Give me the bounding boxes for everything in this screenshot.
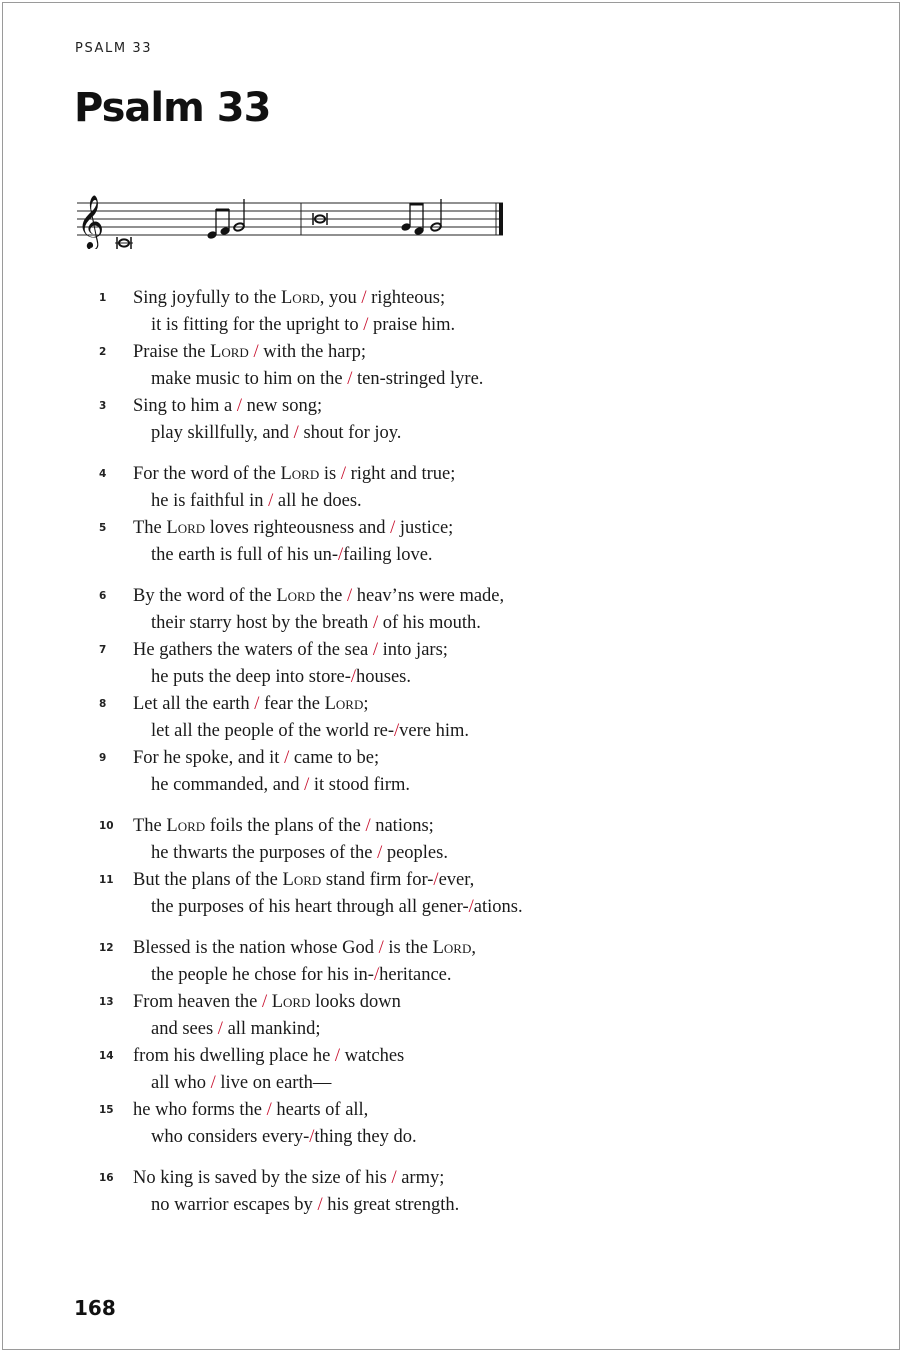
text-segment: justice; [395,518,454,538]
text-segment: Blessed is the nation whose God [133,938,379,958]
divine-name: Lord [166,816,206,836]
breve-note [115,237,133,249]
verse-continuation-line [133,962,859,989]
text-segment: The [133,518,167,538]
verse [99,637,859,691]
text-segment: vere him. [399,721,469,741]
text-segment: heav’ns were made, [352,586,505,606]
verse-continuation-line [133,840,859,867]
text-segment: But the plans of the [133,870,283,890]
verse [99,989,859,1043]
verse-number: 13 [99,996,114,1008]
text-segment: , [471,938,476,958]
text-segment: he thwarts the purposes of the [151,843,378,863]
pointing-mark: / [210,1073,216,1093]
pointing-mark: / [346,586,353,606]
stanza-gap [99,1151,859,1165]
text-segment: he commanded, and [151,775,305,795]
text-segment: ten-stringed lyre. [352,369,484,389]
text-segment: he puts the deep into store- [151,667,351,687]
text-segment: loves righteousness and [205,518,391,538]
text-segment: ations. [473,897,523,917]
verse-continuation-line [133,664,859,691]
psalm-text [99,285,859,1219]
pointing-mark: / [334,1046,341,1066]
text-segment: from his dwelling place he [133,1046,335,1066]
text-segment: let all the people of the world re- [151,721,394,741]
verse-line [133,1165,859,1192]
text-segment: foils the plans of the [205,816,366,836]
pointing-mark: / [217,1019,223,1039]
verse-number: 10 [99,820,114,832]
verse-number: 2 [99,346,107,358]
verse [99,1043,859,1097]
pointing-mark: / [372,613,379,633]
pointing-mark: / [284,748,290,768]
verse-number: 8 [99,698,107,710]
pointing-mark: / [317,1195,323,1215]
pointing-mark: / [363,315,369,335]
verse-number: 9 [99,752,107,764]
text-segment: From heaven the [133,992,262,1012]
verse-line [133,393,859,420]
verse-continuation-line [133,772,859,799]
text-segment: the [315,586,347,606]
pointing-mark: / [261,992,268,1012]
pointing-mark: / [373,965,380,985]
verse [99,867,859,921]
text-segment: fear the [259,694,325,714]
text-segment: make music to him on the [151,369,348,389]
running-head: PSALM 33 [75,41,153,56]
text-segment: houses. [356,667,411,687]
text-segment: he who forms the [133,1100,267,1120]
text-segment: , you [319,288,362,308]
pointing-mark: / [293,423,299,443]
text-segment: came to be; [289,748,380,768]
text-segment: is [319,464,341,484]
verse-number: 6 [99,590,107,602]
text-segment: righteous; [366,288,446,308]
text-segment: stand firm for- [321,870,434,890]
text-segment: looks down [310,992,401,1012]
page-number: 168 [74,1296,116,1320]
pointing-mark: / [361,288,367,308]
verse [99,583,859,637]
verse-continuation-line [133,1192,859,1219]
verse-number: 11 [99,874,114,886]
text-segment: Sing joyfully to the [133,288,281,308]
text-segment: hearts of all, [271,1100,369,1120]
text-segment: no warrior escapes by [151,1195,318,1215]
text-segment: it is fitting for the upright to [151,315,364,335]
verse-line [133,285,859,312]
text-segment: Praise the [133,342,211,362]
text-segment: He gathers the waters of the sea [133,640,373,660]
verse [99,285,859,339]
text-segment: Let all the earth [133,694,255,714]
text-segment: and sees [151,1019,218,1039]
pointing-mark: / [393,721,400,741]
verse-continuation-line [133,312,859,339]
divine-name: Lord [280,464,320,484]
verse [99,515,859,569]
verse [99,1165,859,1219]
divine-name: Lord [166,518,206,538]
text-segment: Sing to him a [133,396,237,416]
text-segment: failing love. [343,545,433,565]
pointing-mark: / [266,1100,272,1120]
text-segment: peoples. [382,843,448,863]
pointing-mark: / [433,870,439,890]
verse [99,813,859,867]
treble-clef-icon: 𝄞 [77,194,105,248]
text-segment: For the word of the [133,464,281,484]
pointing-mark: / [254,694,260,714]
verse-line [133,1097,859,1124]
text-segment: For he spoke, and it [133,748,285,768]
verse-line [133,745,859,772]
verse-line [133,935,859,962]
text-segment: live on earth— [215,1073,332,1093]
text-segment: all who [151,1073,211,1093]
verse-continuation-line [133,366,859,393]
pointing-mark: / [390,518,396,538]
text-segment: it stood firm. [309,775,410,795]
divine-name: Lord [282,870,322,890]
text-segment: play skillfully, and [151,423,294,443]
text-segment: new song; [241,396,323,416]
pointing-mark: / [372,640,379,660]
verse [99,461,859,515]
verse-continuation-line [133,488,859,515]
stanza-gap [99,799,859,813]
verse-line [133,867,859,894]
text-segment: nations; [370,816,434,836]
verse-line [133,515,859,542]
verse-number: 3 [99,400,107,412]
verse-number: 16 [99,1172,114,1184]
divine-name: Lord [324,694,364,714]
pointing-mark: / [268,491,274,511]
pointing-mark: / [350,667,356,687]
text-segment: his great strength. [322,1195,460,1215]
pointing-mark: / [236,396,242,416]
text-segment: heritance. [379,965,452,985]
text-segment: The [133,816,167,836]
verse-continuation-line [133,1070,859,1097]
verse [99,745,859,799]
verse [99,691,859,745]
pointing-mark: / [340,464,346,484]
stanza-gap [99,447,859,461]
pointing-mark: / [391,1168,397,1188]
text-segment: army; [396,1168,445,1188]
verse [99,935,859,989]
text-segment: watches [340,1046,405,1066]
pointing-mark: / [468,897,474,917]
verse-line [133,583,859,610]
divine-name: Lord [276,586,316,606]
verse-line [133,989,859,1016]
verse-number: 14 [99,1050,114,1062]
text-segment: who considers every- [151,1127,310,1147]
verse-continuation-line [133,718,859,745]
verse-number: 5 [99,522,107,534]
verse-line [133,339,859,366]
divine-name: Lord [432,938,472,958]
pointing-mark: / [365,816,371,836]
verse [99,1097,859,1151]
divine-name: Lord [210,342,249,362]
stanza-gap [99,569,859,583]
text-segment: he is faithful in [151,491,269,511]
text-segment: ever, [438,870,475,890]
stanza-gap [99,921,859,935]
verse [99,393,859,447]
text-segment: right and true; [345,464,456,484]
text-segment: thing they do. [314,1127,417,1147]
pointing-mark: / [309,1127,315,1147]
divine-name: Lord [281,288,320,308]
pointing-mark: / [378,938,384,958]
verse-continuation-line [133,894,859,921]
text-segment: the earth is full of his un- [151,545,339,565]
chant-staff [75,185,515,249]
verse-number: 7 [99,644,107,656]
verse-continuation-line [133,420,859,447]
verse-line [133,461,859,488]
verse-number: 4 [99,468,107,480]
text-segment: ; [363,694,369,714]
pointing-mark: / [253,342,259,362]
page-title: Psalm 33 [74,85,271,131]
verse-continuation-line [133,542,859,569]
pointing-mark: / [304,775,310,795]
verse-number: 15 [99,1104,114,1116]
verse [99,339,859,393]
text-segment: By the word of the [133,586,277,606]
verse-continuation-line [133,1016,859,1043]
text-segment: into jars; [378,640,448,660]
verse-line [133,1043,859,1070]
text-segment: praise him. [368,315,456,335]
text-segment: is the [383,938,433,958]
text-segment: all he does. [273,491,362,511]
verse-continuation-line [133,1124,859,1151]
page [2,2,900,1350]
pointing-mark: / [347,369,353,389]
verse-number: 12 [99,942,114,954]
pointing-mark: / [377,843,383,863]
verse-continuation-line [133,610,859,637]
text-segment: the people he chose for his in- [151,965,374,985]
text-segment: shout for joy. [298,423,402,443]
divine-name: Lord [271,992,311,1012]
verse-line [133,691,859,718]
text-segment: with the harp; [258,342,366,362]
pointing-mark: / [338,545,344,565]
verse-line [133,637,859,664]
text-segment: No king is saved by the size of his [133,1168,392,1188]
verse-number: 1 [99,292,107,304]
text-segment: all mankind; [222,1019,321,1039]
text-segment: of his mouth. [378,613,481,633]
verse-line [133,813,859,840]
text-segment: their starry host by the breath [151,613,373,633]
text-segment: the purposes of his heart through all gener- [151,897,469,917]
